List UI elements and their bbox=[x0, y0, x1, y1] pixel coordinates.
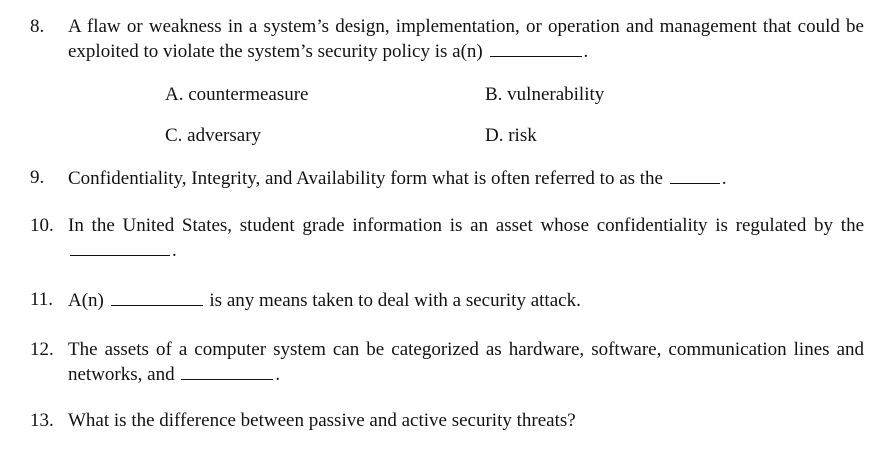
question-13 bbox=[30, 409, 864, 433]
question-10 bbox=[30, 214, 864, 263]
question-number: 10. bbox=[30, 215, 54, 236]
question-number: 9. bbox=[30, 167, 45, 188]
question-punctuation: . bbox=[721, 168, 727, 189]
question-9 bbox=[30, 166, 864, 191]
question-text: is any means taken to deal with a security attack. bbox=[209, 290, 581, 311]
question-punctuation: . bbox=[275, 364, 281, 385]
answer-blank bbox=[490, 39, 582, 57]
option-c: C. adversary bbox=[165, 125, 262, 146]
question-text: In the United States, student grade information is an asset whose confidentiality is regulated by the bbox=[68, 215, 864, 236]
question-number: 8. bbox=[30, 16, 45, 37]
question-number: 12. bbox=[30, 339, 54, 360]
question-8 bbox=[30, 15, 864, 64]
question-11 bbox=[30, 288, 864, 313]
question-punctuation: . bbox=[583, 41, 589, 62]
question-text: A flaw or weakness in a system’s design, implementation, or operation and management that could be exploited to violate the system’s security policy is a(n) bbox=[68, 16, 864, 62]
question-prefix: A(n) bbox=[68, 290, 104, 311]
question-12 bbox=[30, 338, 864, 387]
option-d: D. risk bbox=[485, 125, 537, 146]
question-number: 11. bbox=[30, 289, 54, 310]
option-b: B. vulnerability bbox=[485, 84, 605, 105]
question-number: 13. bbox=[30, 410, 54, 431]
question-text: Confidentiality, Integrity, and Availability form what is often referred to as the bbox=[68, 168, 663, 189]
question-text: The assets of a computer system can be categorized as hardware, software, communication lines and networks, and bbox=[68, 339, 864, 385]
answer-blank bbox=[181, 362, 273, 380]
answer-blank bbox=[670, 166, 720, 184]
option-a: A. countermeasure bbox=[165, 84, 309, 105]
question-punctuation: . bbox=[172, 240, 177, 261]
answer-blank bbox=[70, 238, 170, 256]
question-text: What is the difference between passive and active security threats? bbox=[68, 410, 576, 431]
answer-blank bbox=[111, 288, 203, 306]
